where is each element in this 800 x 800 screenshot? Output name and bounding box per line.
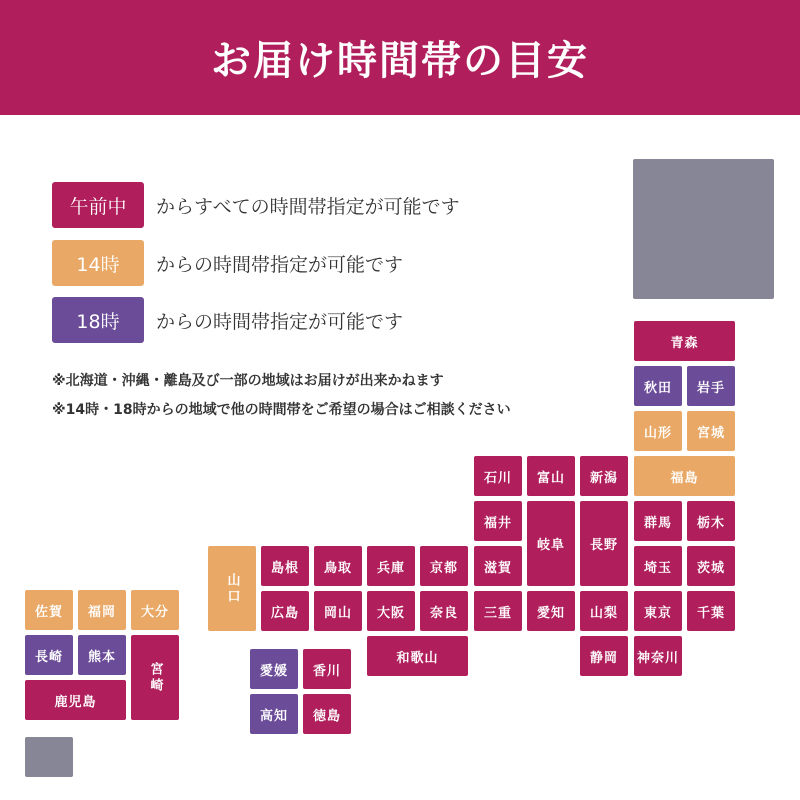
pref-ibaraki: 茨城: [687, 546, 735, 586]
pref-nagano: 長野: [580, 501, 628, 586]
pref-nara: 奈良: [420, 591, 468, 631]
pref-kyoto: 京都: [420, 546, 468, 586]
pref-tochigi: 栃木: [687, 501, 735, 541]
pref-oita: 大分: [131, 590, 179, 630]
pref-akita: 秋田: [634, 366, 682, 406]
pref-kagoshima: 鹿児島: [25, 680, 126, 720]
note-unavailable: ※北海道・沖縄・離島及び一部の地域はお届けが出来かねます: [52, 373, 444, 389]
pref-nagasaki: 長崎: [25, 635, 73, 675]
pref-tottori: 鳥取: [314, 546, 362, 586]
okinawa-block: [25, 737, 73, 777]
pref-toyama: 富山: [527, 456, 575, 496]
legend-badge-14: 14時: [52, 240, 144, 286]
legend-text-morning: からすべての時間帯指定が可能です: [156, 195, 460, 218]
pref-hiroshima: 広島: [261, 591, 309, 631]
pref-aichi: 愛知: [527, 591, 575, 631]
pref-shiga: 滋賀: [474, 546, 522, 586]
pref-fukui: 福井: [474, 501, 522, 541]
legend-text-14: からの時間帯指定が可能です: [156, 253, 404, 276]
pref-kochi: 高知: [250, 694, 298, 734]
pref-kanagawa: 神奈川: [634, 636, 682, 676]
legend-row-morning: [52, 182, 460, 228]
legend-badge-18: 18時: [52, 297, 144, 343]
pref-iwate: 岩手: [687, 366, 735, 406]
pref-yamagata: 山形: [634, 411, 682, 451]
pref-fukuoka: 福岡: [78, 590, 126, 630]
pref-chiba: 千葉: [687, 591, 735, 631]
legend-row-14: [52, 240, 403, 286]
pref-kumamoto: 熊本: [78, 635, 126, 675]
pref-okayama: 岡山: [314, 591, 362, 631]
legend-text-18: からの時間帯指定が可能です: [156, 310, 404, 333]
pref-niigata: 新潟: [580, 456, 628, 496]
pref-mie: 三重: [474, 591, 522, 631]
legend-row-18: [52, 297, 403, 343]
pref-tokyo: 東京: [634, 591, 682, 631]
pref-ishikawa: 石川: [474, 456, 522, 496]
page-title: お届け時間帯の目安: [211, 38, 589, 84]
hokkaido-block: [633, 159, 774, 299]
pref-hyogo: 兵庫: [367, 546, 415, 586]
note-consult: ※14時・18時からの地域で他の時間帯をご希望の場合はご相談ください: [52, 402, 511, 418]
legend-badge-morning: 午前中: [52, 182, 144, 228]
pref-yamanashi: 山梨: [580, 591, 628, 631]
pref-fukushima: 福島: [634, 456, 735, 496]
pref-yamaguchi: 山口: [208, 546, 256, 631]
pref-gunma: 群馬: [634, 501, 682, 541]
pref-kagawa: 香川: [303, 649, 351, 689]
pref-aomori: 青森: [634, 321, 735, 361]
pref-saitama: 埼玉: [634, 546, 682, 586]
header-banner: [0, 0, 800, 115]
pref-shimane: 島根: [261, 546, 309, 586]
pref-ehime: 愛媛: [250, 649, 298, 689]
pref-tokushima: 徳島: [303, 694, 351, 734]
pref-miyazaki: 宮崎: [131, 635, 179, 720]
pref-osaka: 大阪: [367, 591, 415, 631]
pref-wakayama: 和歌山: [367, 636, 468, 676]
pref-saga: 佐賀: [25, 590, 73, 630]
pref-gifu: 岐阜: [527, 501, 575, 586]
pref-shizuoka: 静岡: [580, 636, 628, 676]
pref-miyagi: 宮城: [687, 411, 735, 451]
